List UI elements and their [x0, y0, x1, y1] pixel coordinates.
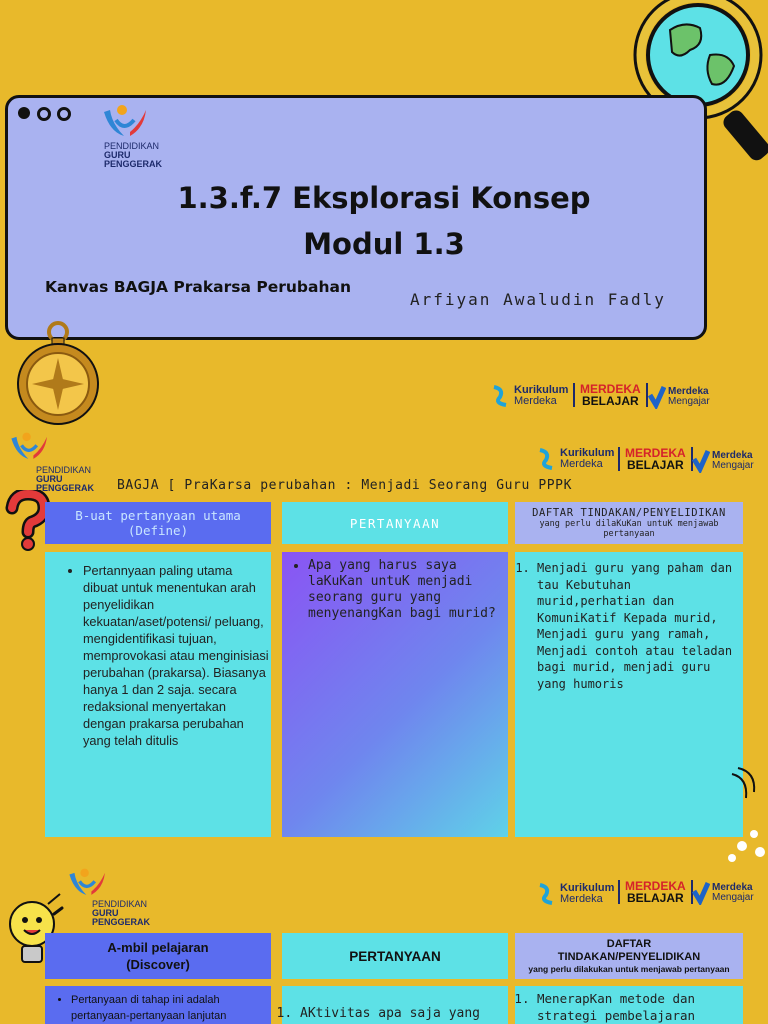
window-dot-ring	[37, 107, 51, 121]
pgp-line1: PENDIDIKAN	[92, 899, 148, 909]
merdeka-belajar-logo	[618, 447, 693, 471]
section2-col3-header-line1: DAFTAR	[606, 938, 652, 950]
section1-col3-header-title: DAFTAR TINDAKAN/PENYELIDIKAN	[532, 507, 726, 519]
section1-col2-text: • Apa yang harus saya laKuKan untuK menjadi seorang guru yang menyenangKan bagi murid?	[308, 558, 502, 622]
section2-col1-header-line1: A-mbil pelajaran	[107, 940, 209, 955]
section2-col2-text: 1. AKtivitas apa saja yang	[300, 1006, 508, 1022]
mengajar-line2: Mengajar	[668, 396, 710, 407]
merdeka-belajar-logo	[618, 880, 693, 904]
section2-col1-header	[45, 933, 271, 979]
section2-col3-header	[515, 933, 743, 979]
page-subtitle: Kanvas BAGJA Prakarsa Perubahan	[45, 278, 351, 296]
decorative-arcs	[728, 758, 768, 868]
mengajar-line2: Mengajar	[712, 892, 754, 903]
window-dot-ring	[57, 107, 71, 121]
pgp-logo-mark	[8, 430, 52, 464]
merdeka-belajar-line1: MERDEKA	[580, 382, 641, 396]
section2-col2-body	[282, 986, 508, 1024]
page-title-line1: 1.3.f.7 Eksplorasi Konsep	[177, 181, 591, 215]
section2-col3-body	[515, 986, 743, 1024]
mengajar-logo-mark	[648, 385, 666, 409]
kurikulum-merdeka-logo	[536, 881, 614, 907]
merdeka-belajar-line1: MERDEKA	[625, 446, 686, 460]
section2-col1-text: • Pertanyaan di tahap ini adalah pertanyaan-pertanyaan lanjutan	[71, 992, 267, 1024]
section1-col3-text: 1. Menjadi guru yang paham dan tau Kebutuhan murid,perhatian dan KomuniKatif Kepada murid, Menjadi guru yang ramah, Menjadi contoh atau teladan bagi murid, menjadi guru yang humoris	[537, 560, 743, 692]
mengajar-logo-mark	[692, 881, 710, 905]
mengajar-line2: Mengajar	[712, 460, 754, 471]
pgp-line1: PENDIDIKAN	[104, 141, 160, 151]
kurikulum-line1: Kurikulum	[560, 882, 615, 894]
merdeka-belajar-line2: BELAJAR	[627, 891, 684, 905]
mengajar-logo-mark	[692, 449, 710, 473]
pgp-line3: PENGGERAK	[92, 917, 151, 927]
kurikulum-logo-mark	[536, 881, 558, 907]
pgp-logo-mark	[66, 866, 110, 900]
merdeka-mengajar-logo	[692, 449, 754, 473]
kurikulum-line2: Merdeka	[514, 395, 557, 407]
kurikulum-line2: Merdeka	[560, 893, 603, 905]
compass-icon	[16, 318, 102, 430]
pgp-line2: GURU	[104, 150, 131, 160]
merdeka-mengajar-logo	[692, 881, 754, 905]
pgp-line3: PENGGERAK	[104, 159, 163, 169]
kurikulum-line2: Merdeka	[560, 458, 603, 470]
section2-col1-header-line2: (Discover)	[126, 957, 190, 972]
section1-col1-text: • Pertannyaan paling utama dibuat untuk menentukan arah penyelidikan kekuatan/aset/potensi/ peluang, mengidentifikasi tujuan, memprovokasi atau menginisiasi perubahan (prakarsa). Biasanya hanya 1 dan 2 saja. secara redaksional menyertakan dengan prakarsa perubahan yang telah ditulis	[83, 562, 269, 749]
kurikulum-merdeka-logo	[536, 446, 614, 472]
author-name: Arfiyan Awaludin Fadly	[410, 290, 666, 309]
mengajar-line1: Merdeka	[712, 450, 753, 461]
section1-col3-header	[515, 502, 743, 544]
pgp-line2: GURU	[92, 908, 119, 918]
section2-col3-header-sub: yang perlu dilakukan untuk menjawab pertanyaan	[528, 964, 730, 974]
section1-col1-header: B-uat pertanyaan utama (Define)	[45, 502, 271, 544]
kurikulum-logo-mark	[490, 383, 512, 409]
section2-col2-header: PERTANYAAN	[282, 933, 508, 979]
merdeka-belajar-line2: BELAJAR	[627, 458, 684, 472]
pgp-logo-section1	[8, 430, 108, 496]
window-dot-filled	[18, 107, 30, 119]
merdeka-belajar-line2: BELAJAR	[582, 394, 639, 408]
kurikulum-line1: Kurikulum	[514, 384, 569, 396]
section2-col1-body	[45, 986, 271, 1024]
pgp-logo-mark	[100, 102, 152, 142]
page-title-line2: Modul 1.3	[303, 227, 465, 261]
kurikulum-merdeka-logo	[490, 383, 568, 409]
pgp-line2: GURU	[36, 474, 63, 484]
kurikulum-logo-mark	[536, 446, 558, 472]
pgp-line3: PENGGERAK	[36, 483, 95, 493]
section1-col3-header-sub: yang perlu dilaKuKan untuK menjawab pertanyaan	[539, 519, 719, 539]
pgp-logo	[98, 102, 208, 182]
merdeka-mengajar-logo	[648, 385, 710, 409]
section1-heading: BAGJA [ PraKarsa perubahan : Menjadi Seorang Guru PPPK	[117, 478, 573, 493]
section2-col3-header-line2: TINDAKAN/PENYELIDIKAN	[557, 951, 701, 963]
merdeka-belajar-logo	[573, 383, 648, 407]
merdeka-belajar-line1: MERDEKA	[625, 879, 686, 893]
mengajar-line1: Merdeka	[668, 386, 709, 397]
section1-col2-header: PERTANYAAN	[282, 502, 508, 544]
section1-col1-body	[45, 552, 271, 837]
mengajar-line1: Merdeka	[712, 882, 753, 893]
kurikulum-line1: Kurikulum	[560, 447, 615, 459]
pgp-line1: PENDIDIKAN	[36, 465, 92, 475]
section1-col2-body	[282, 552, 508, 837]
pgp-logo-section2	[66, 866, 166, 932]
section2-col3-text: 1. MenerapKan metode dan strategi pembelajaran	[537, 990, 743, 1024]
section1-col3-body	[515, 552, 743, 837]
